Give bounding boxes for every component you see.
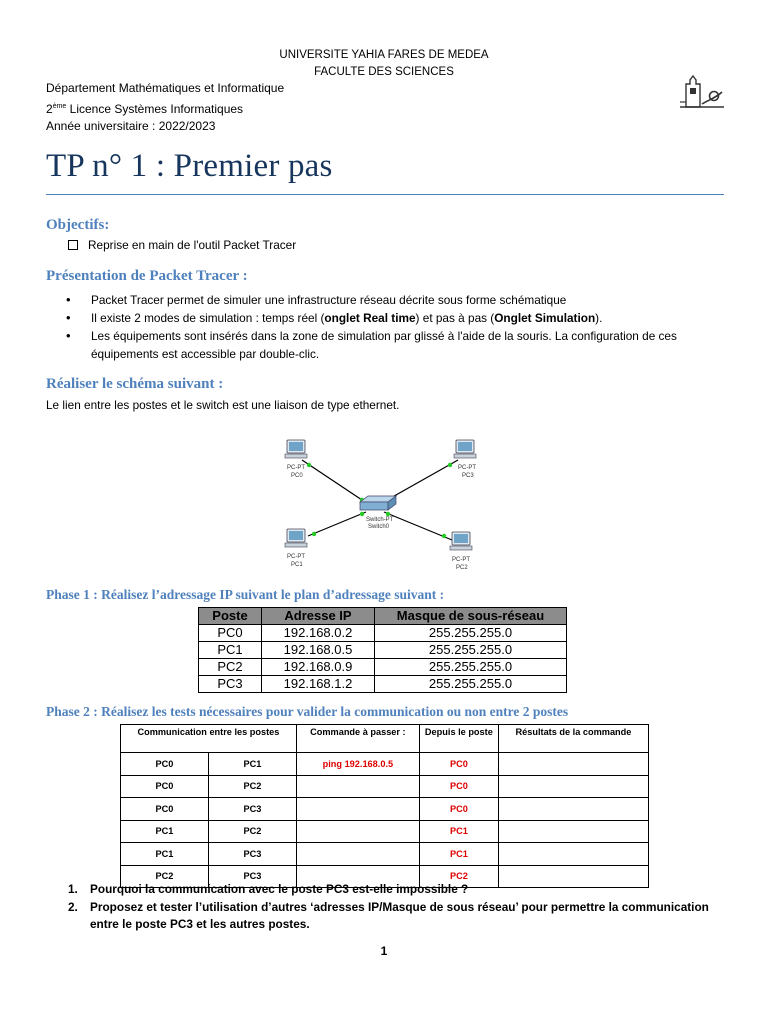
pc1-type-label: PC-PT bbox=[287, 554, 305, 560]
university-name: UNIVERSITE YAHIA FARES DE MEDEA bbox=[279, 49, 489, 61]
university-logo bbox=[678, 70, 726, 108]
bullet-text: ) et pas à pas ( bbox=[415, 311, 495, 325]
switch-type-label: Switch-PT bbox=[366, 517, 394, 523]
cell-to: PC1 bbox=[208, 753, 296, 776]
presentation-bullet bbox=[46, 327, 726, 363]
ip-plan-table bbox=[198, 607, 567, 693]
level-line bbox=[46, 98, 284, 119]
cell-from: PC0 bbox=[121, 798, 209, 821]
cell-from: PC0 bbox=[121, 753, 209, 776]
cell-from: PC1 bbox=[121, 820, 209, 843]
cell-poste: PC2 bbox=[199, 659, 262, 676]
department-block bbox=[46, 80, 284, 136]
schema-text: Le lien entre les postes et le switch est une liaison de type ethernet. bbox=[46, 398, 400, 412]
col-commande: Commande à passer : bbox=[296, 725, 419, 753]
cell-mask: 255.255.255.0 bbox=[375, 659, 567, 676]
university-header bbox=[0, 47, 768, 81]
bullet-text: Packet Tracer permet de simuler une infrastructure réseau décrite sous forme schématique bbox=[91, 293, 567, 307]
table-row bbox=[199, 659, 567, 676]
presentation-list bbox=[46, 291, 726, 363]
table-row bbox=[121, 753, 649, 776]
cell-depuis: PC2 bbox=[419, 865, 498, 888]
pc-icon bbox=[285, 529, 307, 547]
pc3-type-label: PC-PT bbox=[458, 465, 476, 471]
cell-depuis: PC1 bbox=[419, 843, 498, 866]
checkbox-bullet-icon bbox=[68, 240, 78, 250]
table-row bbox=[121, 820, 649, 843]
table-row bbox=[199, 625, 567, 642]
cell-result bbox=[498, 843, 648, 866]
page-title: TP n° 1 : Premier pas bbox=[46, 148, 333, 184]
question-item bbox=[46, 881, 726, 899]
cell-result bbox=[498, 775, 648, 798]
cell-ip: 192.168.1.2 bbox=[262, 676, 375, 693]
table-row bbox=[199, 642, 567, 659]
bullet-bold: Onglet Simulation bbox=[494, 311, 596, 325]
col-poste: Poste bbox=[199, 608, 262, 625]
col-communication: Communication entre les postes bbox=[121, 725, 297, 753]
question-text: Proposez et tester l’utilisation d’autres ‘adresses IP/Masque de sous réseau’ pour permettre la communication entre le poste PC3 et les autres postes. bbox=[90, 899, 709, 931]
table-header-row bbox=[199, 608, 567, 625]
table-row bbox=[121, 798, 649, 821]
cell-from: PC1 bbox=[121, 843, 209, 866]
pc2-type-label: PC-PT bbox=[452, 557, 470, 563]
cell-depuis: PC0 bbox=[419, 798, 498, 821]
cell-mask: 255.255.255.0 bbox=[375, 625, 567, 642]
question-text: Pourquoi la communication avec le poste PC3 est-elle impossible ? bbox=[90, 882, 469, 896]
link-pc1-switch bbox=[308, 512, 366, 536]
cell-command bbox=[296, 820, 419, 843]
phase2-heading: Phase 2 : Réalisez les tests nécessaires pour valider la communication ou non entre 2 postes bbox=[46, 704, 569, 719]
question-item bbox=[46, 899, 726, 934]
cell-result bbox=[498, 820, 648, 843]
cell-from: PC0 bbox=[121, 775, 209, 798]
objectifs-heading: Objectifs: bbox=[46, 217, 110, 233]
question-number: 2. bbox=[68, 899, 78, 914]
link-pc2-switch bbox=[384, 512, 452, 540]
phase1-heading: Phase 1 : Réalisez l’adressage IP suivant le plan d’adressage suivant : bbox=[46, 587, 445, 602]
cell-mask: 255.255.255.0 bbox=[375, 642, 567, 659]
pc-icon bbox=[285, 440, 307, 458]
cell-command bbox=[296, 843, 419, 866]
presentation-bullet bbox=[46, 291, 726, 309]
cell-poste: PC0 bbox=[199, 625, 262, 642]
cell-command bbox=[296, 798, 419, 821]
col-depuis: Depuis le poste bbox=[419, 725, 498, 753]
cell-poste: PC1 bbox=[199, 642, 262, 659]
bullet-bold: onglet Real time bbox=[324, 311, 416, 325]
page-number: 1 bbox=[380, 944, 388, 958]
pc3-name-label: PC3 bbox=[462, 473, 474, 479]
faculty-name: FACULTE DES SCIENCES bbox=[314, 66, 454, 78]
switch-icon bbox=[360, 496, 396, 510]
level-sup: ème bbox=[52, 102, 67, 110]
cell-to: PC3 bbox=[208, 798, 296, 821]
presentation-heading: Présentation de Packet Tracer : bbox=[46, 268, 248, 284]
pc-icon bbox=[450, 532, 472, 550]
pc0-name-label: PC0 bbox=[291, 473, 303, 479]
col-masque: Masque de sous-réseau bbox=[375, 608, 567, 625]
pc1-name-label: PC1 bbox=[291, 562, 303, 568]
questions-list bbox=[46, 881, 726, 934]
cell-ip: 192.168.0.9 bbox=[262, 659, 375, 676]
cell-from: PC2 bbox=[121, 865, 209, 888]
cell-depuis: PC0 bbox=[419, 775, 498, 798]
level-num: 2 bbox=[46, 101, 53, 116]
cell-mask: 255.255.255.0 bbox=[375, 676, 567, 693]
col-resultats: Résultats de la commande bbox=[498, 725, 648, 753]
cell-to: PC3 bbox=[208, 843, 296, 866]
cell-ip: 192.168.0.5 bbox=[262, 642, 375, 659]
bullet-text: Les équipements sont insérés dans la zone de simulation par glissé à l'aide de la souris. La configuration de ces équipements est accessible par double-clic. bbox=[91, 329, 677, 361]
cell-poste: PC3 bbox=[199, 676, 262, 693]
objectif-item bbox=[68, 236, 296, 254]
table-header-row bbox=[121, 725, 649, 753]
cell-to: PC3 bbox=[208, 865, 296, 888]
question-number: 1. bbox=[68, 882, 78, 896]
cell-to: PC2 bbox=[208, 820, 296, 843]
cell-ip: 192.168.0.2 bbox=[262, 625, 375, 642]
table-row bbox=[199, 676, 567, 693]
objectif-text: Reprise en main de l'outil Packet Tracer bbox=[88, 238, 297, 252]
bullet-text: ). bbox=[595, 311, 603, 325]
schema-heading: Réaliser le schéma suivant : bbox=[46, 376, 224, 392]
pc2-name-label: PC2 bbox=[456, 565, 468, 571]
title-divider bbox=[46, 194, 724, 195]
cell-command bbox=[296, 775, 419, 798]
link-pc0-switch bbox=[302, 460, 368, 504]
pc0-type-label: PC-PT bbox=[287, 465, 305, 471]
pc-icon bbox=[454, 440, 476, 458]
tests-table bbox=[120, 724, 649, 888]
table-row bbox=[121, 775, 649, 798]
cell-to: PC2 bbox=[208, 775, 296, 798]
cell-command: ping 192.168.0.5 bbox=[296, 753, 419, 776]
network-diagram bbox=[262, 432, 502, 578]
cell-depuis: PC0 bbox=[419, 753, 498, 776]
department-name: Département Mathématiques et Informatique bbox=[46, 81, 285, 95]
academic-year: Année universitaire : 2022/2023 bbox=[46, 119, 216, 133]
presentation-bullet bbox=[46, 309, 726, 327]
bullet-text: Il existe 2 modes de simulation : temps réel ( bbox=[91, 311, 325, 325]
table-row bbox=[121, 843, 649, 866]
level-rest: Licence Systèmes Informatiques bbox=[66, 101, 244, 116]
switch-name-label: Switch0 bbox=[368, 524, 390, 530]
cell-depuis: PC1 bbox=[419, 820, 498, 843]
col-adresse-ip: Adresse IP bbox=[262, 608, 375, 625]
cell-result bbox=[498, 798, 648, 821]
cell-result bbox=[498, 753, 648, 776]
